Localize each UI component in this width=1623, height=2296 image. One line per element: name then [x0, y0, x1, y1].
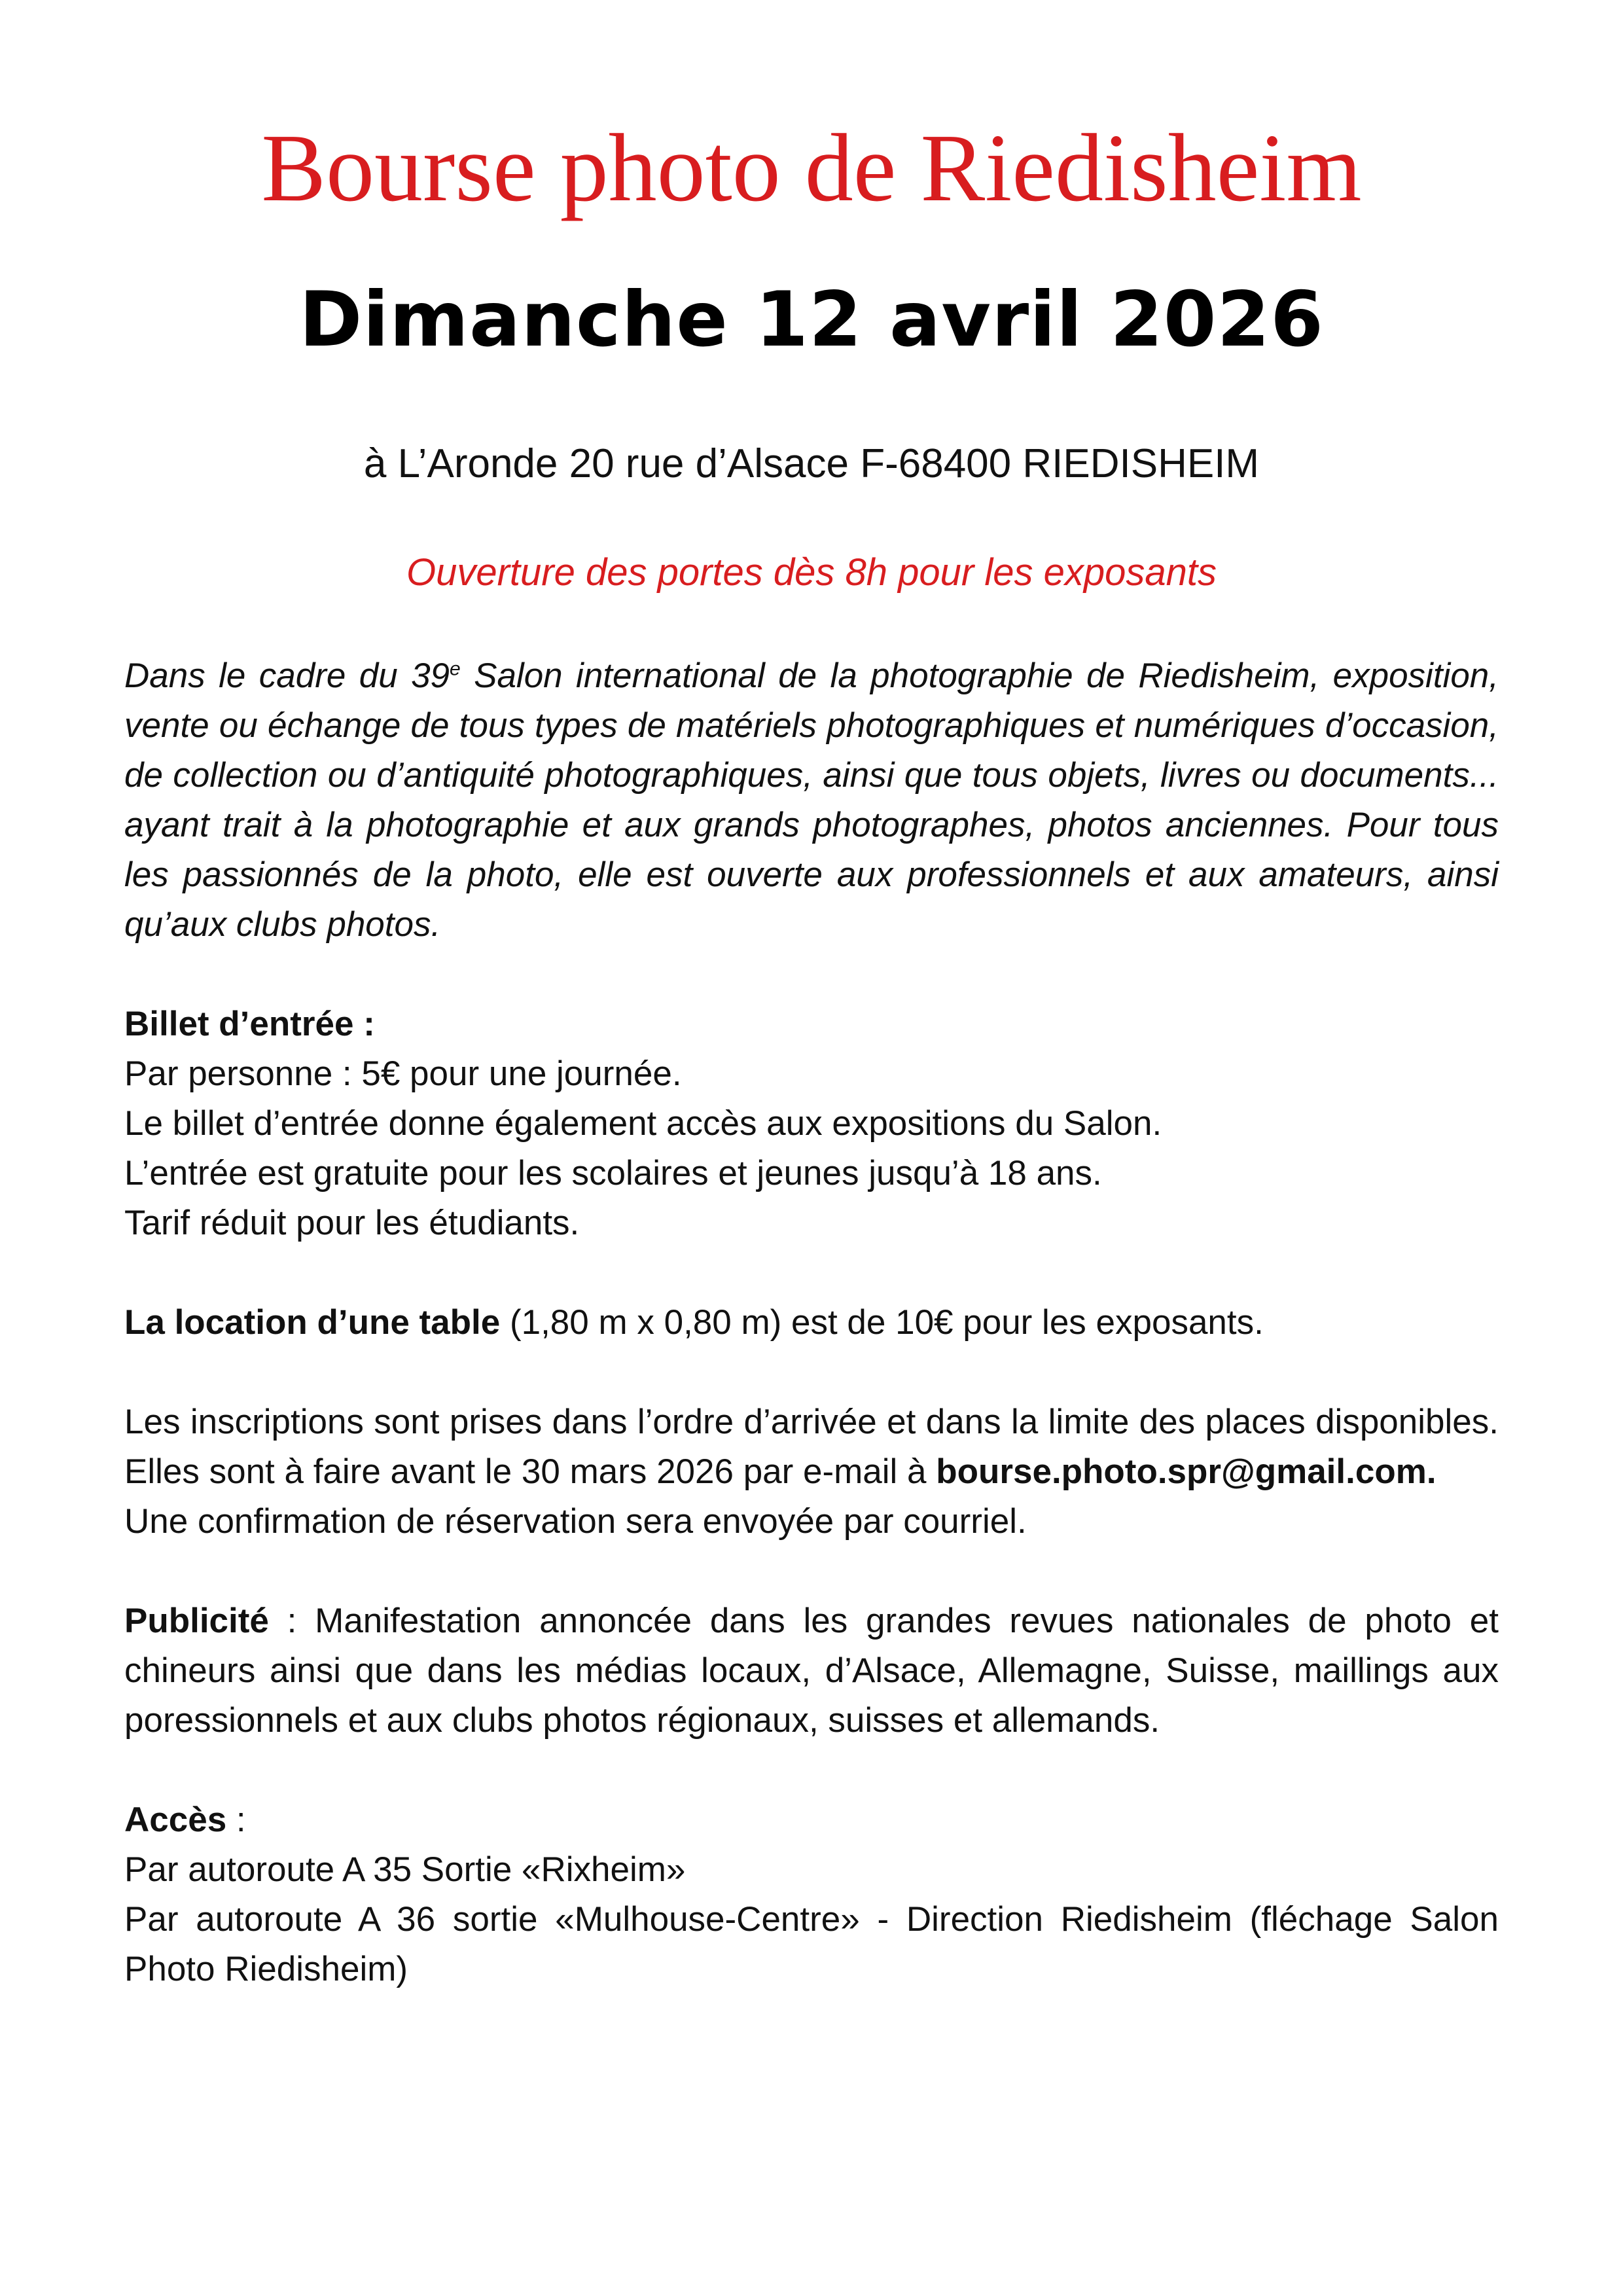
registration-text: Les inscriptions sont prises dans l’ordre d’arrivée et dans la limite des places disponibles. Elles sont à faire avant le 30 mars 2026 par e-mail à	[124, 1403, 1499, 1491]
ticket-section	[124, 999, 1499, 1248]
advertising-section	[124, 1596, 1499, 1746]
table-rental-section	[124, 1298, 1499, 1348]
access-heading-line	[124, 1795, 1499, 1845]
intro-text-rest: Salon international de la photographie de Riedisheim, exposition, vente ou échange de tous types de matériels photographiques et numériques d’occasion, de collection ou d’antiquité photographiques, ainsi que tous objets, livres ou documents... ayant trait à la photographie et aux grands photographes, photos anciennes. Pour tous les passionnés de la photo, elle est ouverte aux professionnels et aux amateurs, ainsi qu’aux clubs photos.	[124, 656, 1499, 944]
intro-paragraph	[124, 651, 1499, 950]
ticket-exhibition-line: Le billet d’entrée donne également accès aux expositions du Salon.	[124, 1104, 1162, 1143]
access-route-a35: Par autoroute A 35 Sortie «Rixheim»	[124, 1850, 686, 1889]
access-heading-suffix: :	[226, 1801, 246, 1839]
event-date: Dimanche 12 avril 2026	[299, 276, 1324, 364]
document-body	[124, 651, 1499, 1994]
ordinal-superscript: e	[450, 658, 461, 680]
access-route-a36: Par autoroute A 36 sortie «Mulhouse-Centre» - Direction Riedisheim (fléchage Salon Photo Riedisheim)	[124, 1900, 1499, 1988]
ticket-heading: Billet d’entrée :	[124, 1005, 375, 1043]
ticket-price-line: Par personne : 5€ pour une journée.	[124, 1054, 682, 1093]
ticket-free-entry-line: L’entrée est gratuite pour les scolaires et jeunes jusqu’à 18 ans.	[124, 1154, 1102, 1193]
event-address: à L’Aronde 20 rue d’Alsace F-68400 RIEDISHEIM	[363, 441, 1260, 486]
registration-confirmation: Une confirmation de réservation sera envoyée par courriel.	[124, 1502, 1027, 1541]
page-title: Bourse photo de Riedisheim	[261, 115, 1362, 222]
intro-text-start: Dans le cadre du 39	[124, 656, 450, 695]
table-rental-text: (1,80 m x 0,80 m) est de 10€ pour les exposants.	[500, 1303, 1264, 1342]
advertising-text: : Manifestation annoncée dans les grandes revues nationales de photo et chineurs ainsi que dans les médias locaux, d’Alsace, Allemagne, Suisse, maillings aux poressionnels et aux clubs photos régionaux, suisses et allemands.	[124, 1602, 1499, 1740]
registration-paragraph	[124, 1397, 1499, 1497]
registration-email[interactable]: bourse.photo.spr@gmail.com.	[936, 1452, 1436, 1491]
table-rental-line	[124, 1298, 1499, 1348]
access-section	[124, 1795, 1499, 1994]
opening-notice: Ouverture des portes dès 8h pour les exposants	[406, 551, 1217, 594]
registration-section	[124, 1397, 1499, 1547]
table-rental-heading: La location d’une table	[124, 1303, 501, 1342]
access-heading: Accès	[124, 1801, 227, 1839]
advertising-heading: Publicité	[124, 1602, 269, 1640]
ticket-reduced-line: Tarif réduit pour les étudiants.	[124, 1204, 580, 1242]
